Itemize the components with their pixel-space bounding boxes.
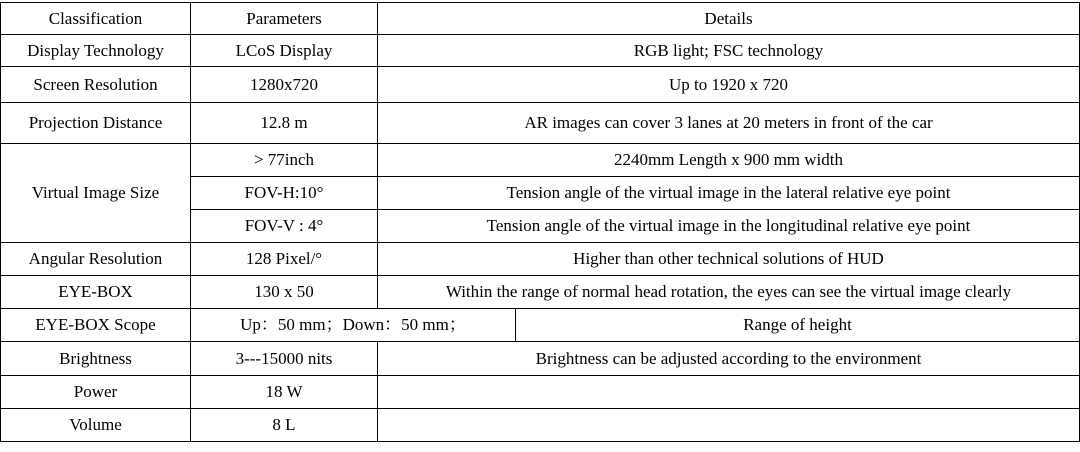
table-row (1, 243, 1080, 276)
parameters-cell: 128 Pixel/° (191, 243, 378, 276)
parameters-cell: Up：50 mm；Down：50 mm； (191, 309, 516, 342)
classification-cell: Angular Resolution (1, 243, 191, 276)
table-row (1, 144, 1080, 177)
header-parameters: Parameters (191, 3, 378, 35)
table-row (1, 376, 1080, 409)
parameters-cell: 12.8 m (191, 103, 378, 144)
parameters-cell: 3---15000 nits (191, 342, 378, 376)
parameters-cell: LCoS Display (191, 35, 378, 67)
parameters-cell: > 77inch (191, 144, 378, 177)
header-details: Details (378, 3, 1080, 35)
classification-cell: Brightness (1, 342, 191, 376)
parameters-cell: 1280x720 (191, 67, 378, 103)
classification-cell: Display Technology (1, 35, 191, 67)
details-cell: Range of height (516, 309, 1080, 342)
details-cell (378, 409, 1080, 442)
details-cell: RGB light; FSC technology (378, 35, 1080, 67)
table-row (1, 309, 1080, 342)
details-cell: Up to 1920 x 720 (378, 67, 1080, 103)
table-row (1, 35, 1080, 67)
details-cell: 2240mm Length x 900 mm width (378, 144, 1080, 177)
details-cell: Higher than other technical solutions of HUD (378, 243, 1080, 276)
details-cell: AR images can cover 3 lanes at 20 meters in front of the car (378, 103, 1080, 144)
table-row (1, 67, 1080, 103)
table-row (1, 276, 1080, 309)
classification-cell: Virtual Image Size (1, 144, 191, 243)
header-row (1, 3, 1080, 35)
details-cell: Within the range of normal head rotation, the eyes can see the virtual image clearly (378, 276, 1080, 309)
details-cell: Brightness can be adjusted according to the environment (378, 342, 1080, 376)
classification-cell: EYE-BOX Scope (1, 309, 191, 342)
details-cell: Tension angle of the virtual image in the lateral relative eye point (378, 177, 1080, 210)
parameters-cell: FOV-H:10° (191, 177, 378, 210)
header-classification: Classification (1, 3, 191, 35)
classification-cell: Power (1, 376, 191, 409)
spec-table (0, 2, 1080, 442)
parameters-cell: FOV-V : 4° (191, 210, 378, 243)
details-cell (378, 376, 1080, 409)
parameters-cell: 130 x 50 (191, 276, 378, 309)
classification-cell: EYE-BOX (1, 276, 191, 309)
parameters-cell: 18 W (191, 376, 378, 409)
classification-cell: Screen Resolution (1, 67, 191, 103)
table-row (1, 342, 1080, 376)
details-cell: Tension angle of the virtual image in the longitudinal relative eye point (378, 210, 1080, 243)
parameters-cell: 8 L (191, 409, 378, 442)
table-row (1, 103, 1080, 144)
classification-cell: Volume (1, 409, 191, 442)
table-row (1, 409, 1080, 442)
classification-cell: Projection Distance (1, 103, 191, 144)
